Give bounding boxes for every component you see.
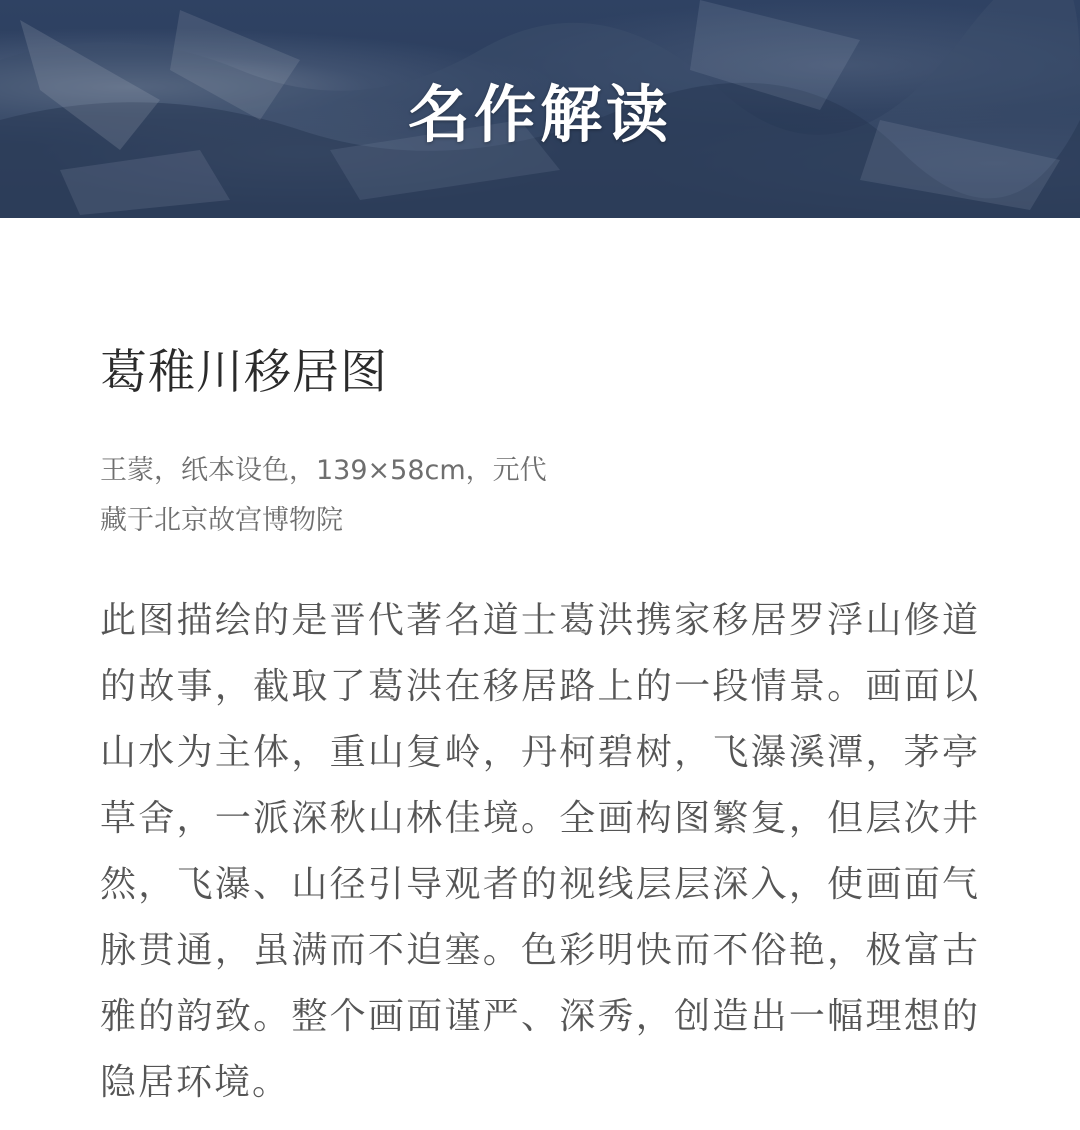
artwork-meta-collection: 藏于北京故宫博物院 bbox=[100, 505, 343, 536]
artwork-title: 葛稚川移居图 bbox=[100, 345, 388, 400]
artwork-description: 此图描绘的是晋代著名道士葛洪携家移居罗浮山修道的故事，截取了葛洪在移居路上的一段情景。画面以山水为主体，重山复岭，丹柯碧树，飞瀑溪潭，茅亭草舍，一派深秋山林佳境。全画构图繁复，但层次井然，飞瀑、山径引导观者的视线层层深入，使画面气脉贯通，虽满而不迫塞。色彩明快而不俗艳，极富古雅的韵致。整个画面谨严、深秀，创造出一幅理想的隐居环境。 bbox=[100, 600, 980, 1103]
banner-title: 名作解读 bbox=[407, 78, 672, 151]
artwork-meta bbox=[100, 446, 980, 546]
artwork-meta-artist-medium: 王蒙，纸本设色，139×58cm，元代 bbox=[100, 455, 547, 486]
header-banner bbox=[0, 0, 1080, 218]
artwork-detail bbox=[100, 340, 980, 1116]
